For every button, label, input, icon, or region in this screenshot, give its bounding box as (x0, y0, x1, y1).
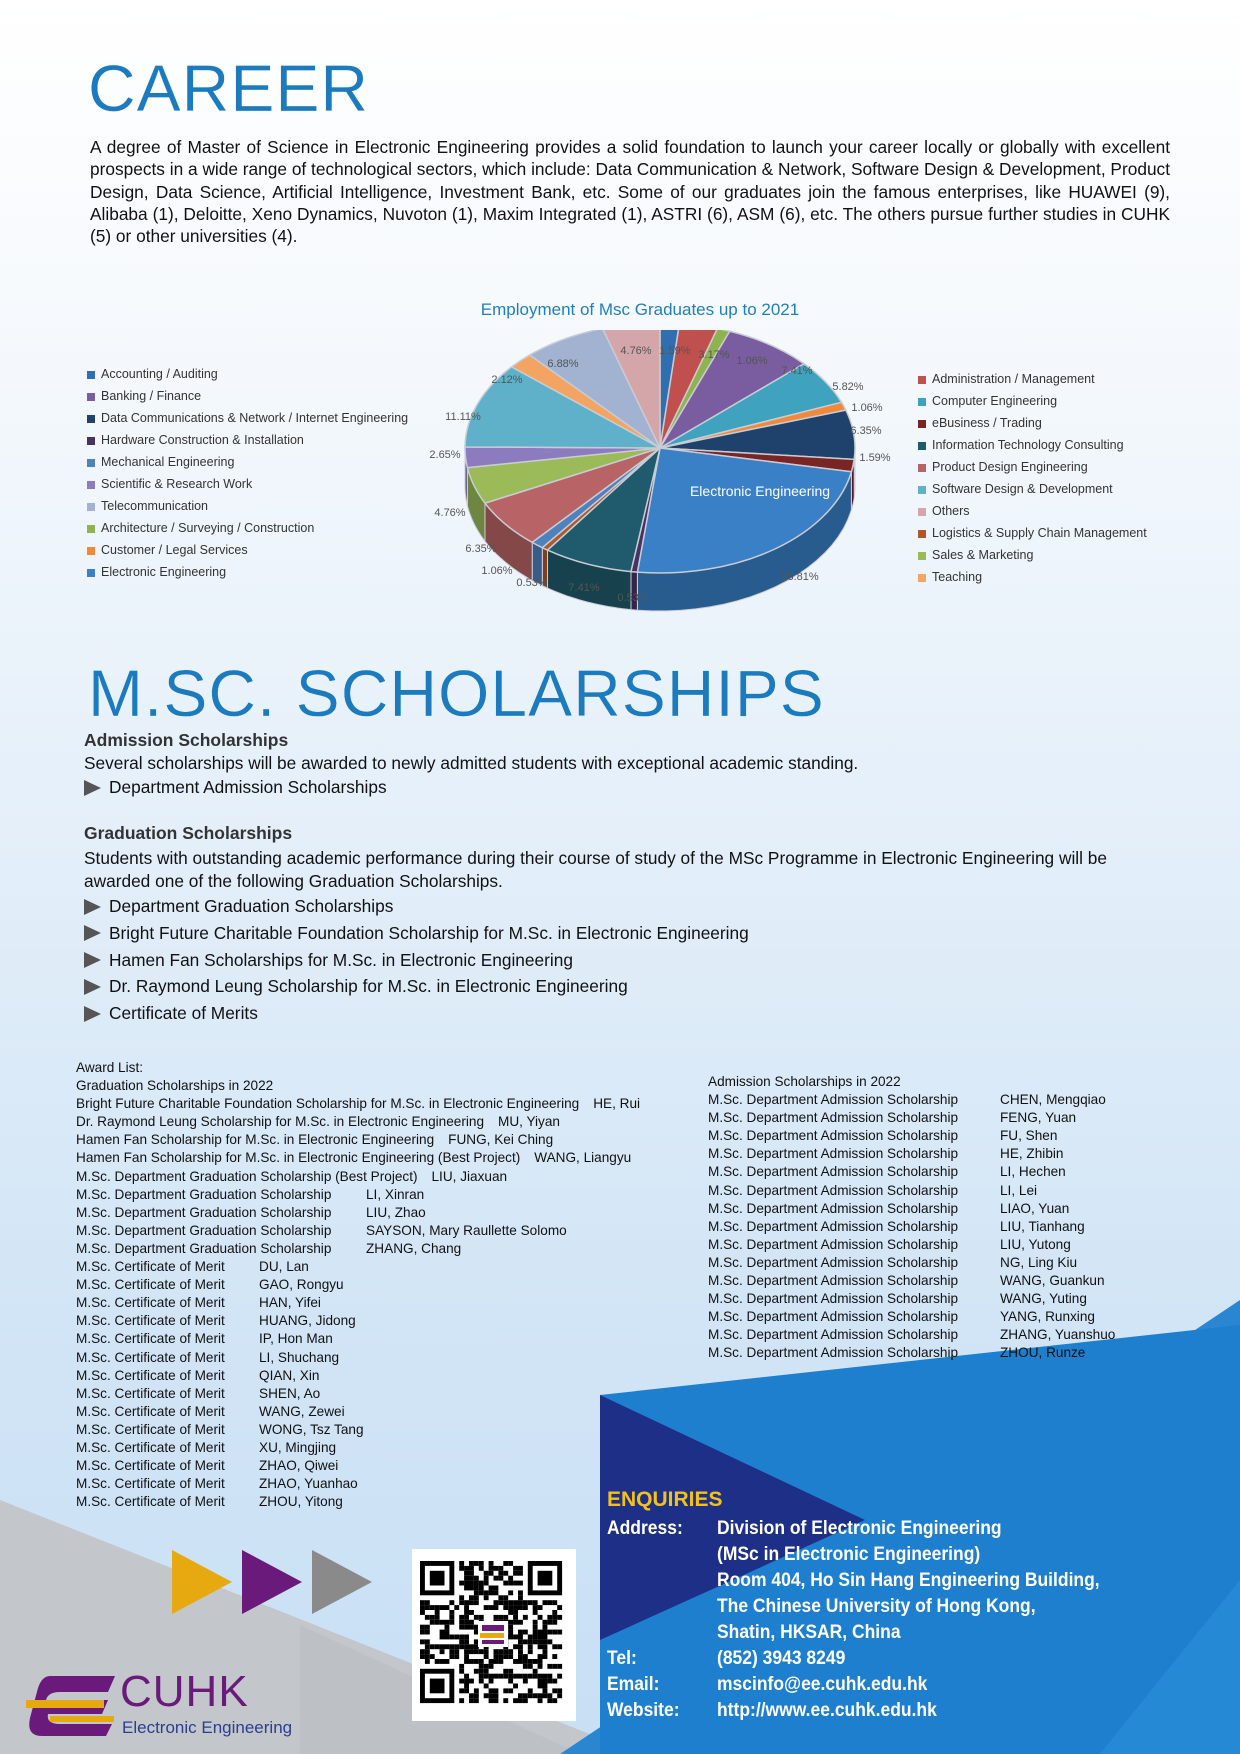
awardee-name: CHEN, Mengqiao (1000, 1092, 1106, 1108)
legend-label: Sales & Marketing (932, 548, 1034, 562)
awardee-name: HUANG, Jidong (259, 1313, 356, 1329)
awardee-name: LI, Shuchang (259, 1349, 340, 1365)
awardee-name: LIU, Jiaxuan (431, 1168, 508, 1184)
award-row (76, 1276, 640, 1294)
awardee-name: NG, Ling Kiu (1000, 1254, 1078, 1270)
triangle-bullet-icon (84, 979, 101, 995)
award-name: M.Sc. Certificate of Merit (76, 1494, 225, 1510)
graduation-item (84, 1003, 258, 1024)
award-name: M.Sc. Department Admission Scholarship (708, 1182, 959, 1198)
award-name: M.Sc. Department Admission Scholarship (708, 1273, 959, 1289)
legend-label: Product Design Engineering (932, 460, 1088, 474)
award-row (708, 1272, 1115, 1290)
award-row (708, 1163, 1115, 1181)
award-name: M.Sc. Department Admission Scholarship (708, 1110, 959, 1126)
career-intro: A degree of Master of Science in Electronic Engineering provides a solid foundation to launch your career locally or globally with excellent prospects in a wide range of technological sectors, which include: Data Communication & Network, Software Design & Development, Product Design, Data Science, Artificial Intelligence, Investment Bank, etc. Some of our graduates join the famous enterprises, like HUAWEI (9), Alibaba (1), Deloitte, Xeno Dynamics, Nuvoton (1), Maxim Integrated (1), ASTRI (6), ASM (6), etc. The others pursue further studies in CUHK (5) or other universities (4). (90, 137, 1170, 247)
award-name: M.Sc. Certificate of Merit (76, 1403, 225, 1419)
admission-item-label: Department Admission Scholarships (109, 777, 387, 797)
legend-label: Telecommunication (101, 499, 208, 513)
logo-name: CUHK (120, 1667, 249, 1716)
awardee-name: SHEN, Ao (259, 1385, 321, 1401)
award-name: M.Sc. Certificate of Merit (76, 1385, 225, 1401)
pie-data-label: 4.76% (620, 345, 652, 357)
graduation-item-label: Dr. Raymond Leung Scholarship for M.Sc. in Electronic Engineering (109, 976, 628, 997)
awardee-name: DU, Lan (259, 1259, 309, 1275)
awardee-name: HE, Zhibin (1000, 1146, 1064, 1162)
awardee-name: ZHOU, Runze (1000, 1345, 1086, 1361)
legend-swatch-icon (87, 525, 95, 533)
graduation-awards-heading: Graduation Scholarships in 2022 (76, 1078, 274, 1094)
award-name: M.Sc. Certificate of Merit (76, 1349, 225, 1365)
awardee-name: WANG, Liangyu (534, 1150, 632, 1166)
graduation-item-label: Certificate of Merits (109, 1003, 258, 1024)
award-row (708, 1290, 1115, 1308)
award-row (76, 1294, 640, 1312)
awardee-name: YANG, Runxing (1000, 1309, 1095, 1325)
legend-item (918, 438, 1124, 453)
gray-arrow-icon (312, 1550, 372, 1614)
logo-subtitle: Electronic Engineering (122, 1718, 293, 1737)
award-list-graduation (76, 1059, 640, 1511)
legend-label: Electronic Engineering (101, 565, 227, 579)
graduation-item (84, 923, 749, 944)
awardee-name: FENG, Yuan (1000, 1110, 1077, 1126)
award-row (76, 1367, 640, 1385)
legend-item (918, 570, 982, 585)
award-row (76, 1258, 640, 1276)
award-name: M.Sc. Department Admission Scholarship (708, 1128, 959, 1144)
award-row (708, 1218, 1115, 1236)
legend-item (87, 543, 248, 558)
pie-data-label: 2.65% (429, 449, 461, 461)
address-label: Address: (607, 1518, 683, 1539)
awardee-name: XU, Mingjing (259, 1439, 337, 1455)
award-row (708, 1308, 1115, 1326)
scholarships-title: M.SC. SCHOLARSHIPS (88, 656, 825, 730)
award-row (708, 1236, 1115, 1254)
award-row (76, 1168, 640, 1186)
address-line: Division of Electronic Engineering (717, 1518, 1002, 1539)
legend-swatch-icon (87, 503, 95, 511)
award-row (76, 1421, 640, 1439)
chart-title: Employment of Msc Graduates up to 2021 (480, 300, 800, 319)
award-name: M.Sc. Department Admission Scholarship (708, 1291, 959, 1307)
legend-item (87, 565, 226, 580)
award-row (708, 1254, 1115, 1272)
award-name: M.Sc. Certificate of Merit (76, 1458, 225, 1474)
awardee-name: ZHOU, Yitong (259, 1494, 343, 1510)
triangle-bullet-icon (84, 899, 101, 915)
qr-finder-icon (420, 1669, 454, 1703)
awardee-name: ZHANG, Chang (366, 1240, 462, 1256)
legend-label: Hardware Construction & Installation (101, 433, 304, 447)
award-row (76, 1457, 640, 1475)
graduation-item (84, 896, 393, 917)
award-name: M.Sc. Department Admission Scholarship (708, 1309, 959, 1325)
award-row (708, 1200, 1115, 1218)
award-row (708, 1326, 1115, 1344)
legend-item (87, 455, 234, 470)
graduation-text: Students with outstanding academic performance during their course of study of the MSc Programme in Electronic Engineering will be awarded one of the following Graduation Scholarships. (84, 848, 1107, 891)
legend-item (918, 460, 1088, 475)
award-name: M.Sc. Certificate of Merit (76, 1439, 225, 1455)
address-line: Room 404, Ho Sin Hang Engineering Building, (717, 1570, 1100, 1591)
legend-item (918, 548, 1033, 563)
award-row (708, 1091, 1115, 1109)
award-name: Hamen Fan Scholarship for M.Sc. in Electronic Engineering (76, 1132, 435, 1148)
legend-swatch-icon (87, 437, 95, 445)
triangle-bullet-icon (84, 1006, 101, 1022)
legend-label: Data Communications & Network / Internet Engineering (101, 411, 409, 425)
awardee-name: MU, Yiyan (498, 1114, 560, 1130)
awardee-name: LI, Hechen (1000, 1164, 1066, 1180)
award-name: Hamen Fan Scholarship for M.Sc. in Electronic Engineering (Best Project) (76, 1150, 521, 1166)
graduation-item-label: Department Graduation Scholarships (109, 896, 394, 916)
legend-item (87, 477, 252, 492)
award-name: M.Sc. Department Admission Scholarship (708, 1200, 959, 1216)
pie-data-label: 1.59% (659, 345, 691, 357)
legend-label: Administration / Management (932, 372, 1095, 386)
award-name: M.Sc. Department Admission Scholarship (708, 1345, 959, 1361)
pie-data-label: 0.53% (617, 592, 649, 604)
pie-data-label: 7.41% (568, 582, 600, 594)
award-row (708, 1145, 1115, 1163)
pie-data-label: 3.17% (698, 349, 730, 361)
legend-label: Banking / Finance (101, 389, 202, 403)
awardee-name: LIU, Tianhang (1000, 1218, 1085, 1234)
award-row (76, 1475, 640, 1493)
award-name: M.Sc. Department Admission Scholarship (708, 1254, 959, 1270)
pie-data-label: 6.35% (465, 543, 497, 555)
award-name: M.Sc. Department Graduation Scholarship (76, 1222, 332, 1238)
qr-logo-icon (482, 1625, 504, 1631)
pie-slice-side (631, 572, 637, 611)
awardee-name: LIU, Zhao (366, 1204, 426, 1220)
pie-data-label: 5.82% (832, 381, 864, 393)
legend-label: Accounting / Auditing (101, 367, 218, 381)
award-row (76, 1240, 640, 1258)
pie-data-label: 2.12% (491, 374, 523, 386)
legend-label: Teaching (932, 570, 983, 584)
legend-item (87, 389, 201, 404)
award-name: M.Sc. Department Admission Scholarship (708, 1236, 959, 1252)
award-row (76, 1095, 640, 1113)
award-row (76, 1222, 640, 1240)
legend-label: eBusiness / Trading (932, 416, 1042, 430)
awardee-name: HE, Rui (593, 1096, 641, 1112)
legend-label: Information Technology Consulting (932, 438, 1124, 452)
pie-data-label: 11.11% (445, 411, 481, 423)
award-name: M.Sc. Certificate of Merit (76, 1313, 225, 1329)
legend-swatch-icon (87, 459, 95, 467)
pie-data-label: 1.06% (481, 565, 513, 577)
awardee-name: GAO, Rongyu (259, 1277, 344, 1293)
graduation-heading: Graduation Scholarships (84, 823, 293, 843)
award-row (76, 1330, 640, 1348)
award-name: M.Sc. Certificate of Merit (76, 1331, 225, 1347)
award-name: Dr. Raymond Leung Scholarship for M.Sc. in Electronic Engineering (76, 1114, 485, 1130)
award-row (76, 1186, 640, 1204)
admission-item (84, 777, 387, 798)
legend-item (918, 504, 970, 519)
legend-label: Architecture / Surveying / Construction (101, 521, 315, 535)
awardee-name: HAN, Yifei (259, 1295, 321, 1311)
legend-label: Logistics & Supply Chain Management (932, 526, 1147, 540)
legend-label: Others (932, 504, 970, 518)
award-row (76, 1385, 640, 1403)
legend-item (918, 372, 1095, 387)
legend-item (87, 433, 304, 448)
triangle-bullet-icon (84, 925, 101, 941)
award-name: M.Sc. Department Admission Scholarship (708, 1164, 959, 1180)
enquiries-title: ENQUIRIES (607, 1488, 723, 1511)
awardee-name: ZHAO, Yuanhao (259, 1476, 358, 1492)
pie-inner-label: Electronic Engineering (689, 483, 831, 499)
pie-data-label: 6.35% (850, 425, 882, 437)
graduation-item-label: Bright Future Charitable Foundation Scholarship for M.Sc. in Electronic Engineering (109, 922, 749, 943)
legend-label: Scientific & Research Work (101, 477, 253, 491)
award-name: M.Sc. Department Graduation Scholarship (76, 1204, 332, 1220)
award-row (76, 1204, 640, 1222)
pie-data-label: 1.06% (851, 402, 883, 414)
awardee-name: QIAN, Xin (259, 1367, 320, 1383)
address-line: (MSc in Electronic Engineering) (717, 1544, 981, 1565)
legend-label: Customer / Legal Services (101, 543, 248, 557)
legend-item (918, 482, 1113, 497)
legend-swatch-icon (87, 481, 95, 489)
awardee-name: LIAO, Yuan (1000, 1200, 1070, 1216)
qr-finder-icon (420, 1561, 454, 1595)
website-link[interactable]: http://www.ee.cuhk.edu.hk (717, 1700, 937, 1721)
award-list-admission (708, 1073, 1115, 1363)
pie-data-label: 6.88% (547, 358, 579, 370)
awardee-name: ZHANG, Yuanshuo (1000, 1327, 1116, 1343)
award-name: Bright Future Charitable Foundation Scholarship for M.Sc. in Electronic Engineering (76, 1096, 580, 1112)
admission-text: Several scholarships will be awarded to newly admitted students with exceptional academic standing. (84, 753, 859, 773)
awardee-name: WANG, Zewei (259, 1403, 345, 1419)
website-label: Website: (607, 1700, 680, 1721)
legend-label: Software Design & Development (932, 482, 1113, 496)
awardee-name: WONG, Tsz Tang (259, 1421, 364, 1437)
legend-item (87, 411, 408, 426)
pie-data-label: 23.81% (781, 571, 819, 583)
pie-data-label: 1.06% (736, 355, 768, 367)
awardee-name: LI, Xinran (366, 1186, 425, 1202)
award-name: M.Sc. Department Admission Scholarship (708, 1327, 959, 1343)
email-link[interactable]: mscinfo@ee.cuhk.edu.hk (717, 1674, 928, 1695)
graduation-item-label: Hamen Fan Scholarships for M.Sc. in Electronic Engineering (109, 949, 573, 970)
award-name: M.Sc. Department Admission Scholarship (708, 1092, 959, 1108)
tel-value[interactable]: (852) 3943 8249 (717, 1648, 846, 1669)
award-name: M.Sc. Certificate of Merit (76, 1277, 225, 1293)
pie-data-label: 1.59% (859, 452, 891, 464)
award-name: M.Sc. Department Admission Scholarship (708, 1218, 959, 1234)
pie-data-label: 4.76% (434, 507, 466, 519)
legend-swatch-icon (87, 371, 95, 379)
qr-code[interactable] (412, 1549, 576, 1721)
awardee-name: SAYSON, Mary Raullette Solomo (366, 1222, 567, 1238)
legend-item (918, 526, 1147, 541)
award-name: M.Sc. Certificate of Merit (76, 1295, 225, 1311)
award-row (76, 1312, 640, 1330)
triangle-bullet-icon (84, 780, 101, 796)
awardee-name: LIU, Yutong (1000, 1236, 1071, 1252)
award-name: M.Sc. Department Graduation Scholarship (76, 1186, 332, 1202)
award-name: M.Sc. Certificate of Merit (76, 1259, 225, 1275)
award-name: M.Sc. Certificate of Merit (76, 1476, 225, 1492)
admission-awards-heading: Admission Scholarships in 2022 (708, 1074, 901, 1089)
pie-data-label: 0.53% (516, 577, 548, 589)
tel-label: Tel: (607, 1648, 637, 1669)
arrows-decoration (172, 1550, 387, 1615)
triangle-bullet-icon (84, 952, 101, 968)
awardee-name: FU, Shen (1000, 1128, 1058, 1144)
award-row (76, 1149, 640, 1167)
award-row (708, 1127, 1115, 1145)
award-name: M.Sc. Department Graduation Scholarship (Best Project) (76, 1168, 418, 1184)
awardee-name: WANG, Guankun (1000, 1273, 1105, 1289)
award-row (76, 1131, 640, 1149)
address-line: Shatin, HKSAR, China (717, 1622, 901, 1643)
legend-swatch-icon (87, 547, 95, 555)
legend-label: Mechanical Engineering (101, 455, 235, 469)
address-line: The Chinese University of Hong Kong, (717, 1596, 1036, 1617)
email-label: Email: (607, 1674, 660, 1695)
award-row (76, 1113, 640, 1131)
legend-item (87, 521, 314, 536)
award-row (76, 1349, 640, 1367)
award-row (708, 1344, 1115, 1362)
legend-label: Computer Engineering (932, 394, 1058, 408)
award-name: M.Sc. Certificate of Merit (76, 1421, 225, 1437)
legend-swatch-icon (87, 569, 95, 577)
career-title: CAREER (88, 51, 370, 125)
award-row (708, 1109, 1115, 1127)
awardee-name: IP, Hon Man (259, 1331, 333, 1347)
graduation-item (84, 976, 628, 997)
legend-swatch-icon (87, 415, 95, 423)
legend-item (918, 394, 1057, 409)
gold-arrow-icon (172, 1550, 232, 1614)
award-name: M.Sc. Department Admission Scholarship (708, 1146, 959, 1162)
award-row (76, 1403, 640, 1421)
award-name: M.Sc. Certificate of Merit (76, 1367, 225, 1383)
cuhk-ee-logo (20, 1668, 340, 1740)
graduation-item (84, 950, 573, 971)
admission-heading: Admission Scholarships (84, 730, 289, 750)
purple-arrow-icon (242, 1550, 302, 1614)
awardee-name: WANG, Yuting (1000, 1291, 1087, 1307)
award-list-label: Award List: (76, 1060, 143, 1075)
award-name: M.Sc. Department Graduation Scholarship (76, 1240, 332, 1256)
legend-swatch-icon (87, 393, 95, 401)
legend-item (87, 499, 208, 514)
legend-item (87, 367, 218, 382)
pie-chart (400, 330, 920, 630)
e-logo-icon (20, 1668, 130, 1740)
award-row (76, 1493, 640, 1511)
qr-finder-icon (528, 1561, 562, 1595)
legend-item (918, 416, 1042, 431)
awardee-name: ZHAO, Qiwei (259, 1458, 339, 1474)
award-row (708, 1182, 1115, 1200)
pie-data-label: 7.41% (781, 365, 813, 377)
awardee-name: FUNG, Kei Ching (448, 1132, 554, 1148)
awardee-name: LI, Lei (1000, 1182, 1038, 1198)
award-row (76, 1439, 640, 1457)
